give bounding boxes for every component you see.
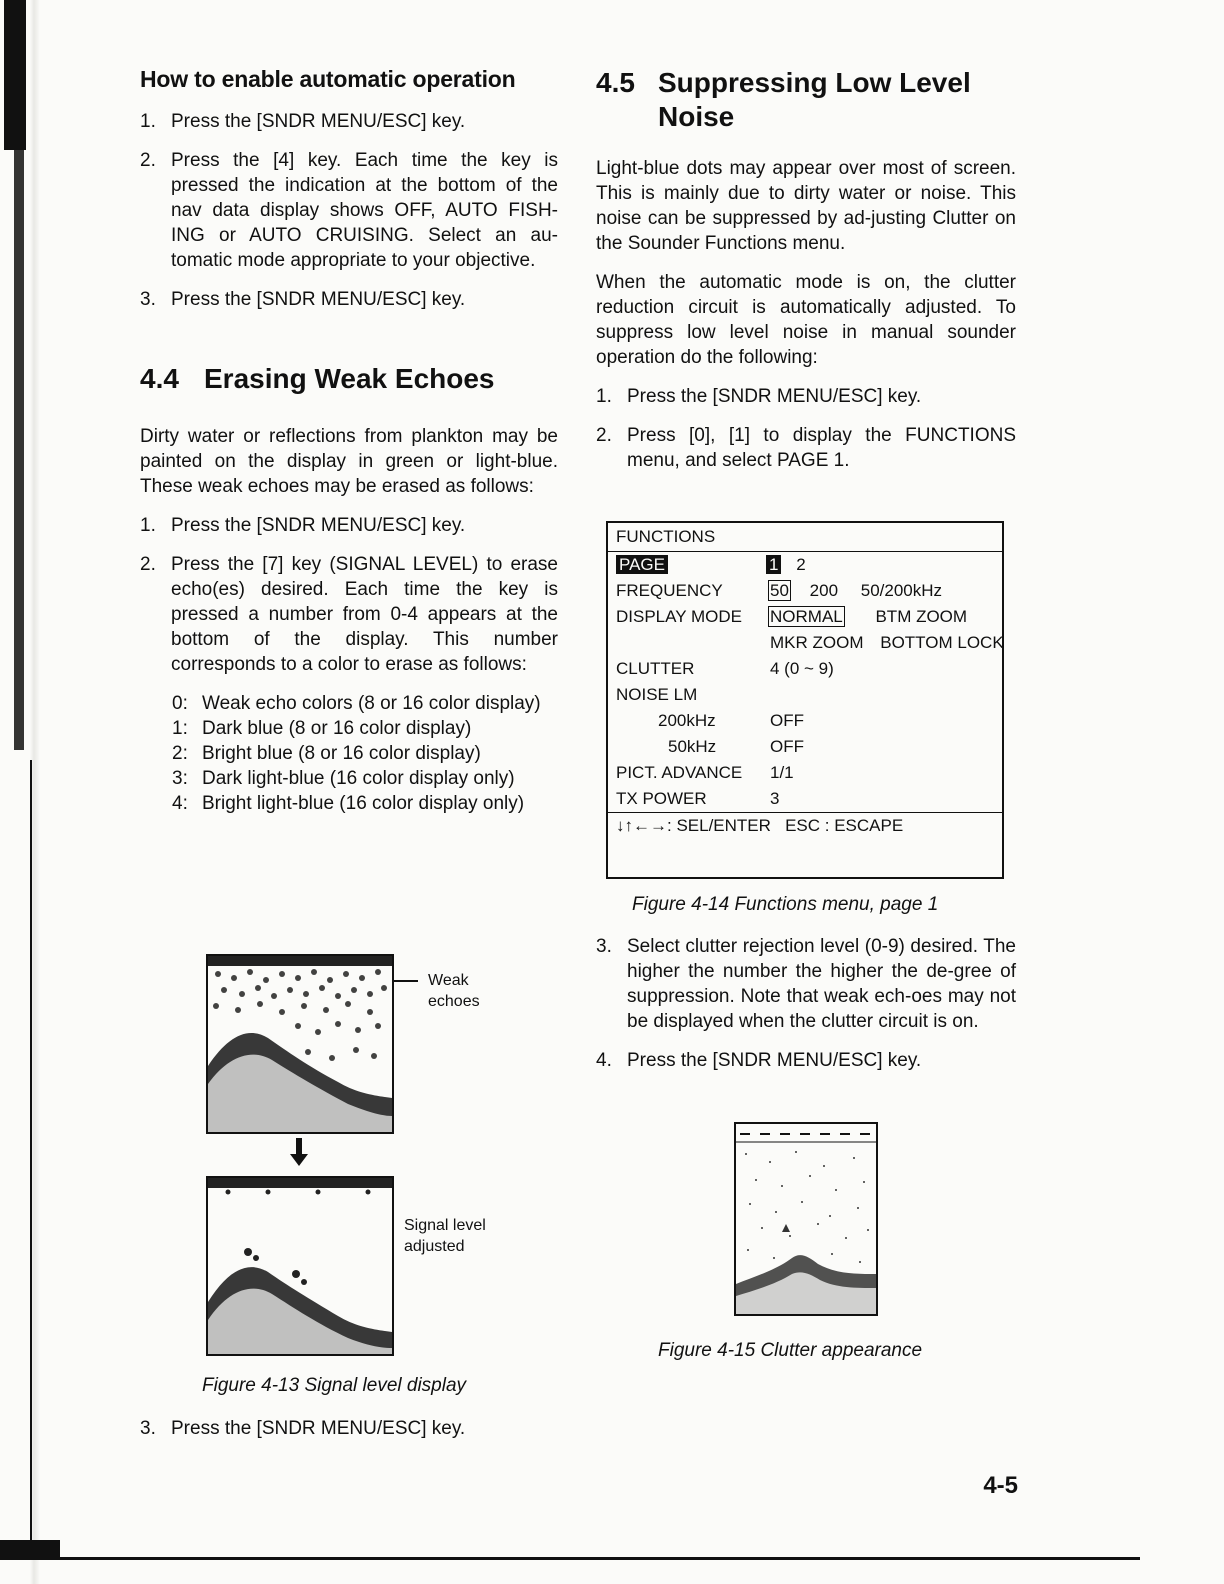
figure-4-13-caption: Figure 4-13 Signal level display [202, 1375, 467, 1396]
right-column [596, 66, 1016, 487]
echo-display-after [206, 1176, 394, 1356]
display-mode-option: BTM ZOOM [875, 607, 968, 626]
list-item [140, 148, 558, 273]
list-item [140, 287, 558, 312]
menu-row-page[interactable] [616, 552, 668, 578]
section-number: 4.5 [596, 67, 635, 98]
noise-steps-list [596, 384, 1016, 473]
noise-50khz-label: 50kHz [668, 737, 717, 756]
step-text: Press [0], [1] to display the FUNCTIONS menu, and select PAGE 1. [627, 425, 1016, 471]
down-arrow-icon [280, 1138, 320, 1168]
noise-steps-list-2 [596, 934, 1016, 1073]
label-line: Weak [428, 972, 469, 989]
step-text: Press the [SNDR MENU/ESC] key. [627, 386, 922, 407]
list-item [596, 1048, 1016, 1073]
step-number: 3. [140, 1418, 156, 1439]
section-4-5-heading [596, 66, 1016, 134]
step-number: 3. [140, 289, 156, 310]
label-line: adjusted [404, 1238, 465, 1255]
pict-advance-value[interactable]: 1/1 [770, 763, 794, 782]
clutter-graphic [736, 1124, 876, 1314]
list-item [172, 716, 558, 741]
figure-4-14-caption: Figure 4-14 Functions menu, page 1 [632, 894, 939, 915]
step-text: Press the [4] key. Each time the key is pressed the indication at the bottom of the nav data display shows OFF, AUTO FISH-ING or AUTO CRUISING. Select an au-tomatic mode appropriate to your objective. [171, 150, 558, 271]
list-item [172, 741, 558, 766]
list-item [596, 934, 1016, 1034]
display-mode-option: MKR ZOOM [770, 633, 864, 652]
step-text: Press the [SNDR MENU/ESC] key. [171, 1418, 466, 1439]
display-mode-label: DISPLAY MODE [616, 607, 742, 626]
color-number: 1: [172, 718, 188, 739]
noise-50khz-value[interactable]: OFF [770, 737, 804, 756]
weak-echoes-label [428, 970, 480, 1012]
color-number: 4: [172, 793, 188, 814]
step-text: Press the [SNDR MENU/ESC] key. [171, 111, 466, 132]
page-selected: 1 [766, 555, 781, 574]
auto-steps-list [140, 109, 558, 312]
display-mode-option: BOTTOM LOCK [880, 633, 1004, 652]
display-mode-options[interactable] [768, 604, 967, 630]
list-item [172, 766, 558, 791]
step-number: 1. [140, 515, 156, 536]
section-title [658, 66, 971, 134]
step-text: Select clutter rejection level (0-9) desired. The higher the number the higher the de-gree of suppression. Note that weak ech-oes may not be displayed when the clutter circuit is on. [627, 936, 1016, 1032]
noise-steps-continued [596, 934, 1016, 1087]
erase-color-list [172, 691, 558, 816]
display-mode-selected: NORMAL [770, 607, 843, 626]
echo-after-graphic [208, 1178, 392, 1354]
frequency-option: 200 [809, 581, 839, 600]
pict-advance-label: PICT. ADVANCE [616, 763, 743, 782]
title-line: Noise [658, 101, 735, 132]
list-item [596, 423, 1016, 473]
color-number: 0: [172, 693, 188, 714]
color-number: 3: [172, 768, 188, 789]
echo-display-before [206, 954, 394, 1134]
clutter-value[interactable]: 4 (0 ~ 9) [770, 659, 834, 678]
functions-menu-box [606, 521, 1004, 879]
list-item [140, 513, 558, 538]
color-text: Bright blue (8 or 16 color display) [202, 743, 481, 764]
functions-menu [606, 521, 1004, 879]
title-line: Suppressing Low Level [658, 67, 971, 98]
auto-operation-heading: How to enable automatic operation [140, 66, 516, 92]
step-text: Press the [SNDR MENU/ESC] key. [171, 515, 466, 536]
step-text: Press the [7] key (SIGNAL LEVEL) to erase echo(es) desired. Each time the key is pressed a number from 0-4 appears at the bottom of the display. This number corresponds to a color to erase as follows: [171, 554, 558, 675]
clutter-label: CLUTTER [616, 659, 695, 678]
step-number: 2. [140, 554, 156, 575]
page-options[interactable] [766, 552, 806, 578]
page-label: PAGE [616, 555, 668, 574]
color-text: Dark blue (8 or 16 color display) [202, 718, 472, 739]
list-item [140, 109, 558, 134]
section-title: Erasing Weak Echoes [204, 363, 495, 394]
label-line: Signal level [404, 1217, 486, 1234]
frequency-selected: 50 [770, 581, 789, 600]
frequency-option: 50/200kHz [860, 581, 943, 600]
step-number: 1. [140, 111, 156, 132]
list-item [596, 384, 1016, 409]
color-text: Weak echo colors (8 or 16 color display) [202, 693, 541, 714]
noise-200khz-value[interactable]: OFF [770, 711, 804, 730]
page-number: 4-5 [983, 1472, 1018, 1499]
tx-power-value[interactable]: 3 [770, 789, 780, 808]
bottom-rule [10, 1557, 1140, 1560]
list-item [172, 691, 558, 716]
list-item [140, 552, 558, 677]
final-step [140, 1416, 558, 1455]
leader-line [392, 980, 418, 982]
step-number: 4. [596, 1050, 612, 1071]
echo-before-graphic [208, 956, 392, 1132]
list-item [140, 1416, 558, 1441]
step-text: Press the [SNDR MENU/ESC] key. [171, 289, 466, 310]
step-text: Press the [SNDR MENU/ESC] key. [627, 1050, 922, 1071]
section-4-4-intro: Dirty water or reflections from plankton may be painted on the display in green or light-blue. These weak echoes may be erased as follows: [140, 426, 558, 497]
step-number: 2. [596, 425, 612, 446]
step-number: 3. [596, 936, 612, 957]
color-text: Dark light-blue (16 color display only) [202, 768, 515, 789]
display-mode-options-2[interactable] [770, 630, 1004, 656]
section-4-5-para2: When the automatic mode is on, the clutter reduction circuit is automatically adjusted. To suppress low level noise in manual sounder operation do the following: [596, 272, 1016, 368]
clutter-display [734, 1122, 878, 1316]
scan-binding-edge [0, 0, 62, 1584]
label-line: echoes [428, 993, 480, 1010]
figure-4-15-caption: Figure 4-15 Clutter appearance [658, 1340, 923, 1361]
color-number: 2: [172, 743, 188, 764]
section-4-4-heading [140, 362, 558, 396]
step-number: 1. [596, 386, 612, 407]
list-item [172, 791, 558, 816]
section-4-5-para1: Light-blue dots may appear over most of screen. This is mainly due to dirty water or noise. This noise can be suppressed by ad-justing Clutter on the Sounder Functions menu. [596, 158, 1016, 254]
frequency-options[interactable] [768, 578, 942, 604]
page-option: 2 [796, 555, 806, 574]
noise-lm-label: NOISE LM [616, 685, 698, 704]
tx-power-label: TX POWER [616, 789, 707, 808]
frequency-label: FREQUENCY [616, 581, 723, 600]
signal-level-label [404, 1215, 486, 1257]
menu-title: FUNCTIONS [616, 527, 716, 546]
erase-steps-list [140, 513, 558, 677]
section-number: 4.4 [140, 363, 179, 394]
left-column [140, 66, 558, 816]
step-number: 2. [140, 150, 156, 171]
color-text: Bright light-blue (16 color display only) [202, 793, 525, 814]
final-step-list [140, 1416, 558, 1441]
figure-4-13 [140, 950, 560, 1370]
menu-footer: ↓↑←→: SEL/ENTER ESC : ESCAPE [616, 816, 904, 835]
noise-200khz-label: 200kHz [658, 711, 716, 730]
